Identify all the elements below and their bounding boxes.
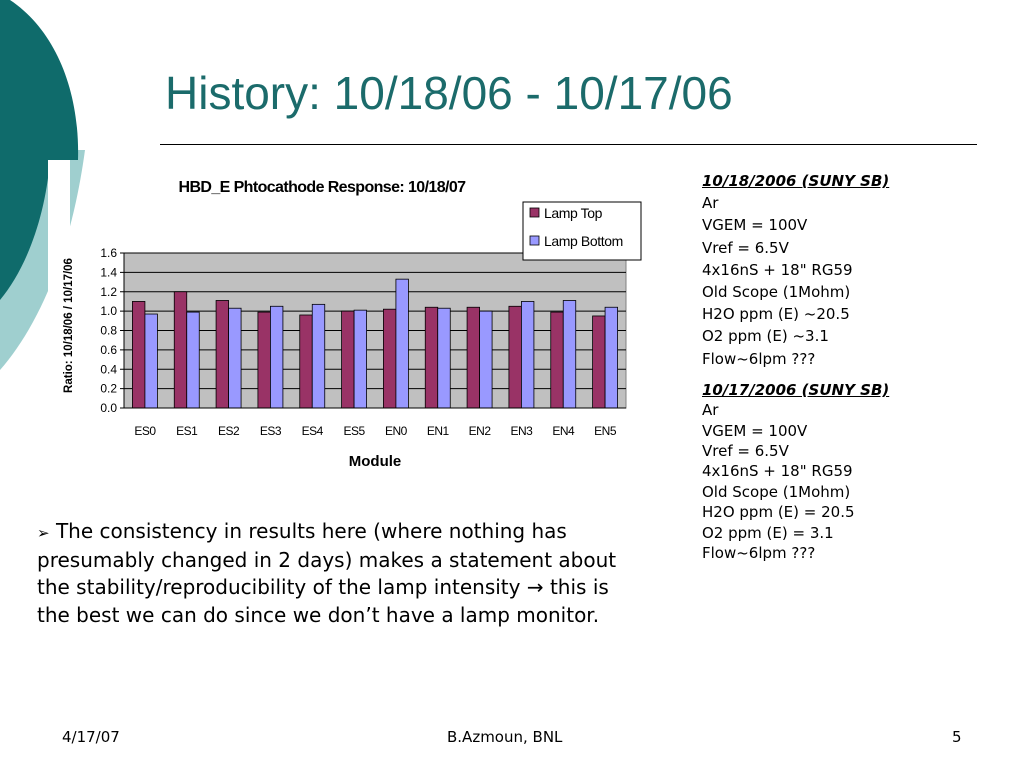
notes-block-2 [702, 380, 1002, 564]
bar-lamp-bottom [312, 304, 325, 408]
notes-line: Ar [702, 194, 719, 213]
notes-line: Flow~6lpm ??? [702, 544, 816, 563]
x-tick-label: ES1 [176, 424, 198, 438]
y-tick-label: 1.4 [100, 265, 117, 280]
y-tick-label: 0.6 [100, 342, 117, 357]
bar-lamp-bottom [480, 311, 493, 408]
bar-lamp-bottom [187, 312, 200, 408]
notes-line: 4x16nS + 18" RG59 [702, 462, 853, 481]
y-tick-label: 0.4 [100, 362, 117, 377]
bar-lamp-top [467, 307, 480, 408]
y-tick-label: 1.6 [100, 246, 117, 260]
x-tick-label: EN4 [552, 424, 575, 438]
bullet-text-start: The consistency in results here (where nothing has presumably changed in 2 days) makes a statement about the stability/reproducibility of the lamp intensity [37, 519, 617, 600]
y-tick-label: 1.0 [100, 304, 117, 319]
bar-lamp-top [174, 292, 187, 408]
x-tick-label: EN3 [510, 424, 533, 438]
notes-line: H2O ppm (E) ~20.5 [702, 305, 850, 324]
bar-lamp-bottom [354, 310, 367, 408]
notes-line: Vref = 6.5V [702, 238, 789, 257]
y-tick-label: 0.0 [100, 401, 117, 415]
x-tick-label: ES0 [134, 424, 156, 438]
bar-lamp-bottom [396, 279, 409, 408]
notes-panel [702, 170, 1002, 563]
bar-lamp-bottom [605, 307, 618, 408]
bar-lamp-bottom [563, 300, 576, 408]
legend-swatch-lamp-bottom [530, 236, 539, 245]
notes-heading: 10/17/2006 (SUNY SB) [702, 380, 890, 399]
bar-lamp-top [258, 312, 271, 408]
page-number: 5 [952, 728, 962, 746]
y-tick-label: 0.2 [100, 381, 117, 396]
legend-label: Lamp Top [544, 205, 603, 221]
x-tick-label: ES4 [301, 424, 323, 438]
x-axis-title: Module [348, 453, 402, 470]
bar-lamp-top [216, 300, 229, 408]
x-tick-label: EN0 [384, 424, 407, 438]
notes-line: Old Scope (1Mohm) [702, 482, 851, 501]
chart-title: HBD_E Phtocathode Response: 10/18/07 [178, 179, 466, 196]
notes-line: Old Scope (1Mohm) [702, 283, 851, 302]
notes-block-1 [702, 170, 1002, 370]
y-tick-label: 0.8 [100, 323, 117, 338]
notes-line: VGEM = 100V [702, 216, 808, 235]
right-arrow-icon: → [526, 575, 544, 600]
title-divider [160, 144, 977, 145]
bar-lamp-top [342, 311, 355, 408]
bar-lamp-bottom [229, 308, 242, 408]
bar-lamp-top [132, 301, 145, 408]
footer-date: 4/17/07 [62, 728, 120, 746]
notes-line: H2O ppm (E) = 20.5 [702, 503, 855, 522]
notes-line: O2 ppm (E) = 3.1 [702, 523, 834, 542]
notes-heading: 10/18/2006 (SUNY SB) [702, 172, 890, 190]
bar-lamp-bottom [145, 314, 158, 408]
legend-label: Lamp Bottom [544, 233, 623, 249]
y-axis-title: Ratio: 10/18/06 / 10/17/06 [63, 258, 75, 393]
notes-line: O2 ppm (E) ~3.1 [702, 327, 829, 346]
bar-lamp-top [593, 316, 606, 408]
legend-swatch-lamp-top [530, 208, 539, 217]
x-tick-label: ES2 [217, 424, 240, 438]
bar-lamp-top [425, 307, 438, 408]
bar-lamp-bottom [521, 301, 534, 408]
bar-lamp-bottom [438, 308, 451, 408]
x-tick-label: EN2 [468, 424, 491, 438]
notes-line: 4x16nS + 18" RG59 [702, 260, 853, 279]
bar-lamp-top [509, 306, 521, 408]
bar-lamp-top [383, 309, 396, 408]
bullet-arrowhead-icon: ➢ [37, 524, 50, 542]
bullet-text-end: this is the best we can do since we don’t have a lamp monitor. [37, 575, 609, 627]
notes-line: Vref = 6.5V [702, 442, 789, 461]
x-tick-label: EN5 [594, 424, 617, 438]
footer-author: B.Azmoun, BNL [447, 728, 563, 746]
x-tick-label: EN1 [426, 424, 449, 438]
notes-line: VGEM = 100V [702, 421, 808, 440]
bar-lamp-bottom [270, 306, 283, 408]
bar-lamp-top [300, 315, 313, 408]
notes-line: Flow~6lpm ??? [702, 349, 816, 368]
slide-title: History: 10/18/06 - 10/17/06 [165, 67, 733, 119]
bar-lamp-top [551, 312, 564, 408]
bar-chart [50, 165, 650, 475]
notes-line: Ar [702, 401, 719, 420]
x-tick-label: ES5 [343, 424, 365, 438]
y-tick-label: 1.2 [100, 284, 117, 299]
x-tick-label: ES3 [259, 424, 282, 438]
bullet-point [37, 518, 647, 629]
